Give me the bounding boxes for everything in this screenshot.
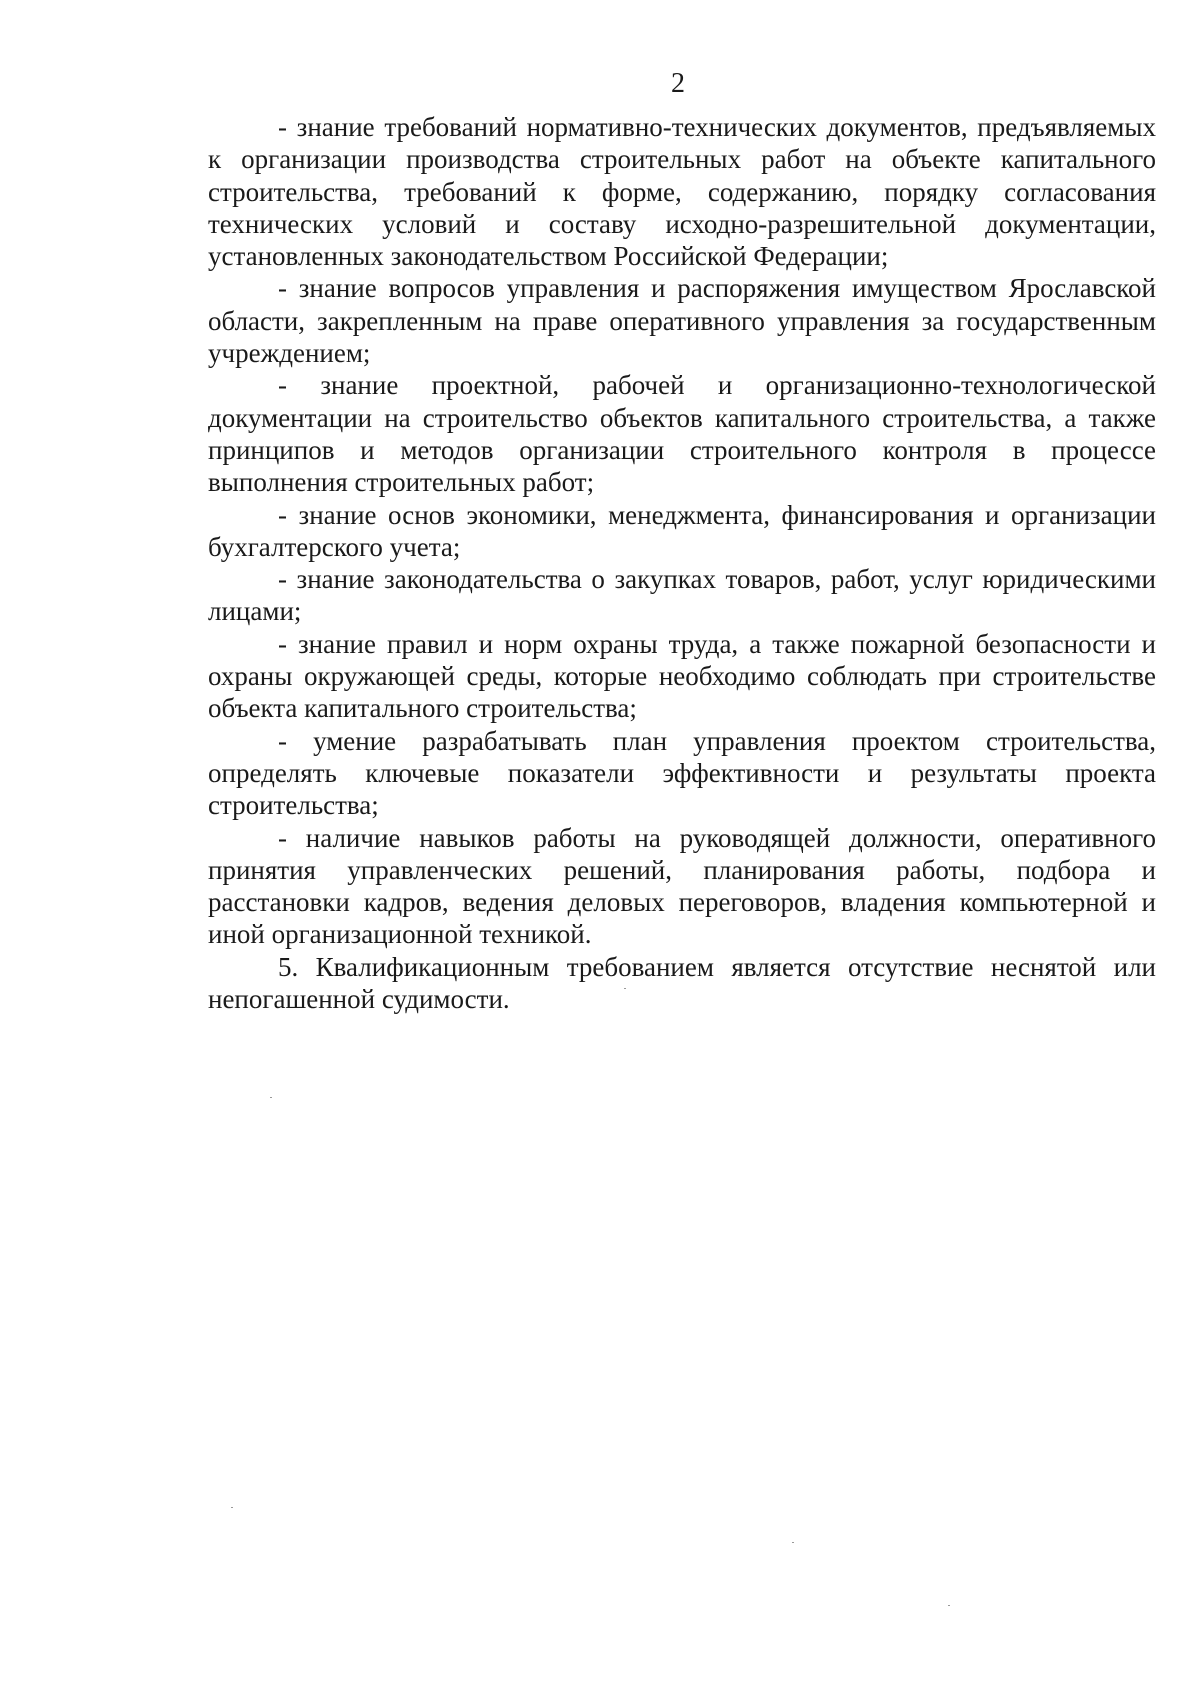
qualification-paragraph: 5. Квалификационным требованием является отсутствие неснятой или непогашенной судимости. (208, 951, 1156, 1015)
requirement-paragraph: - знание проектной, рабочей и организационно-технологической документации на строительство объектов капитального строительства, а также принципов и методов организации строительного контроля в процессе выполнения строительных работ; (208, 370, 1156, 498)
requirement-paragraph: - знание требований нормативно-технических документов, предъявляемых к организации производства строительных работ на объекте капитального строительства, требований к форме, содержанию, порядку согласования технических условий и составу исходно-разрешительной документации, установленных законодательством Российской Федерации; (208, 112, 1156, 272)
requirement-paragraph: - знание правил и норм охраны труда, а также пожарной безопасности и охраны окружающей среды, которые необходимо соблюдать при строительстве объекта капитального строительства; (208, 628, 1156, 724)
scan-speck (948, 1605, 950, 1606)
document-body (208, 111, 1156, 1015)
page-number: 2 (671, 68, 685, 99)
scan-speck (624, 988, 626, 989)
requirement-paragraph: - умение разрабатывать план управления проектом строительства, определять ключевые показатели эффективности и результаты проекта строительства; (208, 725, 1156, 821)
requirement-paragraph: - знание основ экономики, менеджмента, финансирования и организации бухгалтерского учета; (208, 499, 1156, 562)
requirement-paragraph: - знание законодательства о закупках товаров, работ, услуг юридическими лицами; (208, 564, 1156, 627)
requirement-paragraph: - наличие навыков работы на руководящей должности, оперативного принятия управленческих решений, планирования работы, подбора и расстановки кадров, ведения деловых переговоров, владения компьютерной и иной организационной техникой. (208, 822, 1156, 950)
scan-speck (231, 1507, 233, 1508)
scan-speck (270, 1097, 272, 1098)
scan-speck (792, 1542, 794, 1543)
requirement-paragraph: - знание вопросов управления и распоряжения имуществом Ярославской области, закрепленным на праве оперативного управления за государственным учреждением; (208, 273, 1156, 369)
